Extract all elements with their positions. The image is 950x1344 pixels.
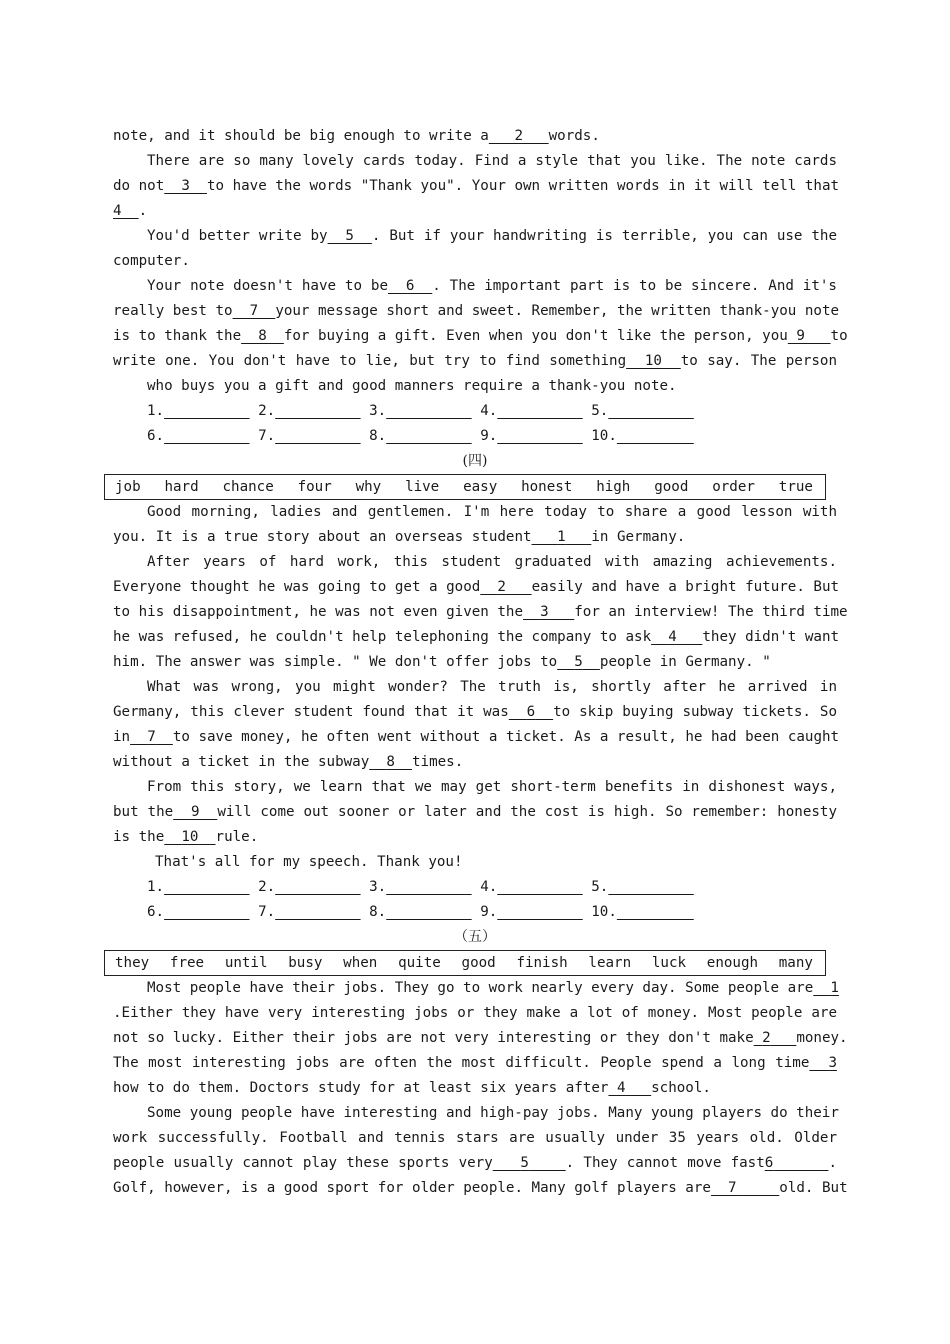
word-bank-item: when xyxy=(343,955,378,971)
text-line: who buys you a gift and good manners require a thank-you note. xyxy=(147,378,677,394)
answer-row: 1. 2. 3. 4. 5. xyxy=(147,403,609,419)
word-bank-item: why xyxy=(355,479,382,495)
answer-row: 6. 7. 8. 9. 10. xyxy=(147,428,617,444)
text-line: note, and it should be big enough to write a 2 words. xyxy=(113,128,600,144)
word-bank-item: good xyxy=(654,479,689,495)
text-line: From this story, we learn that we may get short-term benefits in dishonest ways, xyxy=(147,779,837,795)
section-heading: (四) xyxy=(462,453,488,469)
text-line: people usually cannot play these sports very 5 . They cannot move fast6 . xyxy=(113,1155,838,1171)
text-line: without a ticket in the subway 8 times. xyxy=(113,754,464,770)
text-line: but the 9 will come out sooner or later and the cost is high. So remember: honesty xyxy=(113,804,837,820)
text-line: in 7 to save money, he often went without a ticket. As a result, he had been caught xyxy=(113,729,840,745)
word-bank-item: four xyxy=(297,479,332,495)
text-line: Some young people have interesting and high-pay jobs. Many young players do their xyxy=(147,1105,839,1121)
text-line: work successfully. Football and tennis stars are usually under 35 years old. Older xyxy=(113,1130,837,1146)
text-line: Germany, this clever student found that it was 6 to skip buying subway tickets. So xyxy=(113,704,838,720)
answer-row: 1. 2. 3. 4. 5. xyxy=(147,879,609,895)
section-heading: （五） xyxy=(454,929,496,945)
text-line: is the 10 rule. xyxy=(113,829,259,845)
word-bank-item: hard xyxy=(164,479,199,495)
word-bank-item: easy xyxy=(463,479,498,495)
text-line: is to thank the 8 for buying a gift. Even when you don't like the person, you 9 to xyxy=(113,328,848,344)
text-line: Golf, however, is a good sport for older people. Many golf players are 7 old. But xyxy=(113,1180,848,1196)
text-line: What was wrong, you might wonder? The truth is, shortly after he arrived in xyxy=(147,679,837,695)
text-line: 4 . xyxy=(113,203,148,219)
word-bank-item: until xyxy=(224,955,268,971)
text-line: not so lucky. Either their jobs are not very interesting or they don't make 2 money. xyxy=(113,1030,848,1046)
word-bank xyxy=(104,474,826,500)
text-line: he was refused, he couldn't help telephoning the company to ask 4 they didn't want xyxy=(113,629,840,645)
text-line: how to do them. Doctors study for at least six years after 4 school. xyxy=(113,1080,711,1096)
text-line: .Either they have very interesting jobs or they make a lot of money. Most people are xyxy=(113,1005,837,1021)
text-line: computer. xyxy=(113,253,190,269)
word-bank-item: good xyxy=(461,955,496,971)
text-line: After years of hard work, this student graduated with amazing achievements. xyxy=(147,554,837,570)
word-bank-item: enough xyxy=(706,955,759,971)
text-line: You'd better write by 5 . But if your handwriting is terrible, you can use the xyxy=(147,228,838,244)
text-line: do not 3 to have the words "Thank you". Your own written words in it will tell that xyxy=(113,178,840,194)
word-bank-item: live xyxy=(405,479,440,495)
word-bank-item: free xyxy=(169,955,205,971)
word-bank-item: learn xyxy=(588,955,632,971)
text-line: to his disappointment, he was not even given the 3 for an interview! The third time xyxy=(113,604,848,620)
word-bank-item: high xyxy=(596,479,631,495)
word-bank-item: chance xyxy=(222,479,274,495)
text-line: write one. You don't have to lie, but try to find something 10 to say. The person xyxy=(113,353,837,369)
word-bank-item: luck xyxy=(651,955,687,971)
word-bank-item: job xyxy=(115,479,141,495)
word-bank-item: honest xyxy=(521,479,573,495)
word-bank-item: quite xyxy=(398,955,441,971)
text-line: Everyone thought he was going to get a good 2 easily and have a bright future. But xyxy=(113,579,840,595)
word-bank xyxy=(104,950,826,976)
word-bank-item: many xyxy=(778,955,813,971)
text-line: That's all for my speech. Thank you! xyxy=(155,854,463,870)
word-bank-item: busy xyxy=(288,955,323,971)
word-bank-item: finish xyxy=(516,955,568,971)
text-line: Your note doesn't have to be 6 . The important part is to be sincere. And it's xyxy=(147,278,837,294)
answer-row: 6. 7. 8. 9. 10. xyxy=(147,904,617,920)
document-page xyxy=(113,124,848,1201)
word-bank-item: true xyxy=(778,479,813,495)
text-line: There are so many lovely cards today. Find a style that you like. The note cards xyxy=(147,153,837,169)
text-line: really best to 7 your message short and sweet. Remember, the written thank-you note xyxy=(113,303,840,319)
text-line: Most people have their jobs. They go to work nearly every day. Some people are 1 xyxy=(147,980,839,996)
text-line: him. The answer was simple. " We don't offer jobs to 5 people in Germany. " xyxy=(113,654,771,670)
text-line: you. It is a true story about an overseas student 1 in Germany. xyxy=(113,529,686,545)
word-bank-item: order xyxy=(712,479,755,495)
word-bank-item: they xyxy=(115,955,150,971)
text-line: The most interesting jobs are often the most difficult. People spend a long time 3 xyxy=(113,1055,837,1071)
text-line: Good morning, ladies and gentlemen. I'm here today to share a good lesson with xyxy=(147,504,837,520)
